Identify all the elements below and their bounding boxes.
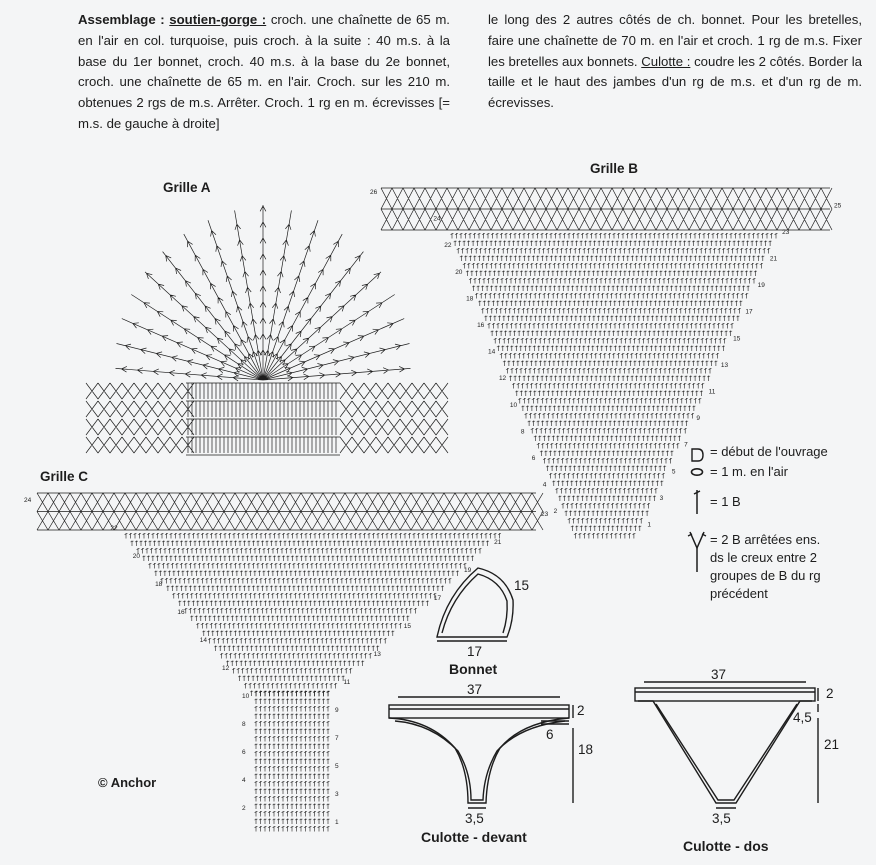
svg-text:19: 19	[463, 567, 472, 574]
soutien-label: soutien-gorge :	[169, 12, 267, 27]
grille-b-title: Grille B	[590, 161, 639, 176]
svg-text:24: 24	[24, 497, 32, 504]
svg-text:1: 1	[335, 819, 339, 826]
cluster-symbol-icon	[688, 532, 706, 572]
svg-text:7: 7	[335, 735, 339, 742]
svg-text:14: 14	[199, 637, 207, 644]
svg-text:23: 23	[541, 511, 549, 518]
svg-text:18: 18	[466, 295, 474, 303]
culotte-devant-schematic	[389, 697, 573, 808]
svg-text:22: 22	[110, 525, 118, 532]
svg-text:8: 8	[242, 721, 246, 728]
instructions-text-3: coudre les 2 côtés. Border la taille et le haut des jambes d'un rg de m.s. et d'un rg de m. écrevisses.	[488, 53, 862, 111]
svg-text:6: 6	[531, 455, 536, 462]
svg-text:21: 21	[494, 539, 502, 546]
svg-text:10: 10	[242, 693, 250, 700]
legend-cluster-4: précédent	[710, 586, 768, 601]
svg-text:15: 15	[403, 623, 411, 630]
culotte-dos-label: Culotte - dos	[683, 838, 769, 854]
svg-text:1: 1	[647, 521, 651, 529]
treble-symbol-icon	[694, 490, 700, 514]
grille-a-title: Grille A	[163, 180, 211, 195]
legend-start: = début de l'ouvrage	[710, 444, 828, 459]
svg-text:25: 25	[834, 202, 842, 210]
svg-text:13: 13	[720, 361, 729, 369]
start-symbol-icon	[692, 449, 703, 461]
svg-text:12: 12	[498, 375, 507, 383]
svg-text:23: 23	[782, 228, 790, 236]
svg-text:20: 20	[455, 268, 463, 276]
svg-text:3: 3	[335, 791, 339, 798]
svg-text:16: 16	[477, 322, 485, 329]
dos-leg-dimension: 4,5	[793, 710, 812, 725]
devant-bottom-dimension: 3,5	[465, 811, 484, 826]
svg-text:11: 11	[343, 679, 351, 686]
legend-cluster-3: groupes de B du rg	[710, 568, 821, 583]
bonnet-label: Bonnet	[449, 661, 498, 677]
svg-text:11: 11	[708, 388, 716, 396]
svg-text:17: 17	[433, 595, 442, 602]
legend-cluster-1: = 2 B arrêtées ens.	[710, 532, 821, 547]
culotte-label: Culotte :	[641, 53, 691, 69]
anchor-credit: © Anchor	[98, 775, 157, 790]
dos-height-dimension: 21	[824, 737, 840, 752]
dos-width-dimension: 37	[711, 667, 727, 682]
svg-text:16: 16	[177, 609, 185, 616]
svg-text:3: 3	[659, 494, 664, 502]
svg-text:7: 7	[684, 441, 688, 449]
svg-text:26: 26	[370, 189, 378, 196]
instructions-text-1: croch. une chaînette de 65 m. en l'air en col. turquoise, puis croch. à la suite : 40 m.s. à la base du 1er bonnet, croch. 40 m.s. à la base du 2e bonnet, croch. une chaînette de 65 m. en l'air. Croch. sur les 210 m. obtenues 2 rgs de m.s. Arrêter. Croch. 1 rg en m. écrevisses [= m.s. de gauche à droite]	[78, 12, 450, 131]
devant-band-dimension: 2	[577, 703, 585, 718]
svg-text:10: 10	[509, 401, 518, 409]
svg-text:22: 22	[444, 242, 452, 250]
svg-text:9: 9	[696, 415, 700, 423]
dos-bottom-dimension: 3,5	[712, 811, 731, 826]
svg-text:19: 19	[757, 282, 765, 290]
svg-text:21: 21	[769, 255, 778, 263]
dos-band-dimension: 2	[826, 686, 834, 701]
bonnet-base-dimension: 17	[467, 644, 483, 659]
svg-text:20: 20	[132, 553, 140, 560]
legend-chain: = 1 m. en l'air	[710, 464, 788, 479]
svg-text:8: 8	[520, 428, 525, 436]
svg-text:6: 6	[242, 749, 246, 756]
svg-text:12: 12	[222, 665, 230, 672]
svg-text:18: 18	[155, 581, 163, 588]
assemblage-label: Assemblage :	[78, 12, 165, 27]
svg-text:17: 17	[745, 308, 753, 316]
svg-text:9: 9	[335, 707, 339, 714]
bonnet-schematic	[437, 568, 513, 641]
instructions-text-2: le long des 2 autres côtés de ch. bonnet. Pour les bretelles, faire une chaînette de 70 m. en l'air et croch. 1 rg de m.s. Fixer les bretelles aux bonnets.	[488, 12, 862, 69]
svg-text:13: 13	[373, 651, 381, 658]
devant-leg-dimension: 6	[546, 727, 554, 742]
legend-cluster-2: ds le creux entre 2	[710, 550, 817, 565]
svg-text:2: 2	[553, 508, 558, 516]
svg-text:4: 4	[242, 777, 246, 784]
devant-height-dimension: 18	[578, 742, 594, 757]
svg-text:14: 14	[488, 348, 496, 356]
svg-text:15: 15	[733, 335, 741, 343]
legend-treble: = 1 B	[710, 494, 741, 509]
bonnet-side-dimension: 15	[514, 578, 530, 593]
svg-text:5: 5	[335, 763, 339, 770]
svg-text:2: 2	[242, 805, 246, 812]
culotte-devant-label: Culotte - devant	[421, 829, 527, 845]
svg-text:4: 4	[542, 481, 547, 489]
svg-text:24: 24	[433, 215, 441, 223]
culotte-dos-schematic	[635, 682, 818, 808]
grille-c-title: Grille C	[40, 469, 89, 484]
svg-text:5: 5	[671, 468, 676, 476]
grille-a-chart	[86, 205, 448, 455]
devant-width-dimension: 37	[467, 682, 483, 697]
chain-symbol-icon	[692, 469, 703, 475]
grille-b-chart	[381, 188, 832, 539]
